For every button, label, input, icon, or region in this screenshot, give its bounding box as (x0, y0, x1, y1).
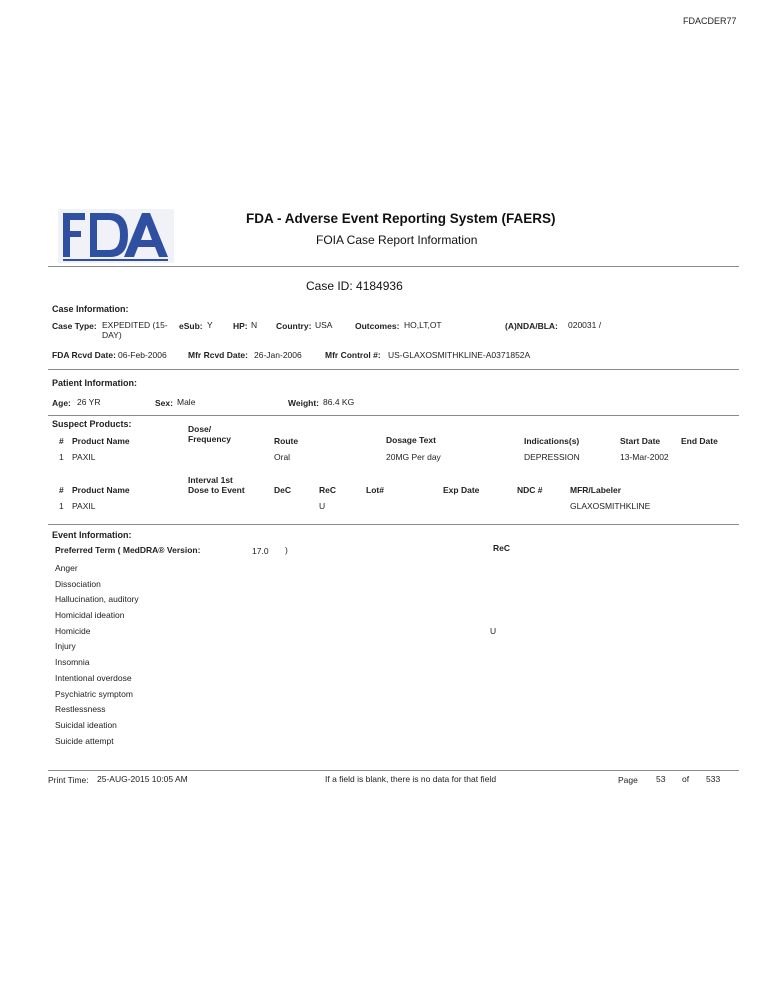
num-header: # (59, 436, 64, 446)
event-term: Hallucination, auditory (55, 594, 139, 605)
case-id-value: 4184936 (356, 279, 403, 293)
fda-logo-mark (58, 209, 174, 263)
event-term: Suicide attempt (55, 735, 114, 746)
event-term: Insomnia (55, 657, 90, 668)
page-number: 53 (656, 774, 666, 784)
event-rec-header: ReC (493, 543, 511, 553)
patient-info-heading: Patient Information: (52, 378, 137, 388)
product-row-dosage-text: 20MG Per day (386, 452, 441, 462)
event-term: Homicidal ideation (55, 610, 125, 621)
route-header: Route (274, 436, 299, 446)
event-term-row (55, 720, 535, 736)
product-row-start-date: 13-Mar-2002 (620, 452, 669, 462)
event-term-row (55, 641, 535, 657)
document-id: FDACDER77 (683, 16, 737, 26)
section-divider (48, 369, 739, 370)
event-term-row (55, 594, 535, 610)
weight-value: 86.4 KG (323, 397, 355, 407)
end-date-header: End Date (681, 436, 718, 446)
case-id-label: Case ID: (306, 279, 353, 293)
section-divider (48, 524, 739, 525)
event-info-heading: Event Information: (52, 530, 132, 540)
section-divider (48, 415, 739, 416)
event-term-rec: U (490, 625, 497, 636)
product-row2-mfr: GLAXOSMITHKLINE (570, 501, 651, 511)
age-label: Age: (52, 398, 71, 408)
esub-label: eSub: (179, 321, 203, 331)
preferred-term-close: ) (285, 545, 288, 555)
product-row-route: Oral (274, 452, 291, 462)
event-term-row (55, 689, 535, 705)
rec-header: ReC (319, 485, 337, 495)
hp-value: N (251, 320, 258, 330)
event-term-list (55, 563, 535, 751)
event-term-row (55, 673, 535, 689)
footer-divider (48, 770, 739, 771)
fda-logo (58, 209, 174, 263)
event-term: Dissociation (55, 578, 101, 589)
indications-header: Indications(s) (524, 436, 580, 446)
product-row-num: 1 (59, 452, 64, 462)
event-term-row (55, 626, 535, 642)
case-type-value-line1: EXPEDITED (15- (102, 320, 168, 330)
exp-date-header: Exp Date (443, 485, 480, 495)
dosage-text-header: Dosage Text (386, 435, 436, 445)
page-total: 533 (706, 774, 721, 784)
page-of-label: of (682, 774, 690, 784)
event-term-row (55, 579, 535, 595)
esub-value: Y (207, 320, 213, 330)
start-date-header: Start Date (620, 436, 661, 446)
product-name-header: Product Name (72, 436, 130, 446)
report-subtitle: FOIA Case Report Information (316, 233, 478, 247)
case-info-heading: Case Information: (52, 304, 129, 314)
print-time-value: 25-AUG-2015 10:05 AM (97, 774, 188, 784)
event-term: Restlessness (55, 704, 106, 715)
country-value: USA (315, 320, 333, 330)
event-term: Suicidal ideation (55, 719, 117, 730)
event-term: Intentional overdose (55, 672, 132, 683)
suspect-products-heading: Suspect Products: (52, 419, 132, 429)
interval-header-line1: Interval 1st (188, 475, 233, 485)
product-row2-num: 1 (59, 501, 64, 511)
sex-label: Sex: (155, 398, 173, 408)
mfr-control-label: Mfr Control #: (325, 350, 381, 360)
mfr-rcvd-label: Mfr Rcvd Date: (188, 350, 248, 360)
outcomes-value: HO,LT,OT (404, 320, 442, 330)
hp-label: HP: (233, 321, 248, 331)
nda-label: (A)NDA/BLA: (505, 321, 558, 331)
lot-header: Lot# (366, 485, 384, 495)
ndc-header: NDC # (517, 485, 543, 495)
event-term: Psychiatric symptom (55, 688, 133, 699)
meddra-version: 17.0 (252, 546, 269, 556)
country-label: Country: (276, 321, 312, 331)
product-row-indication: DEPRESSION (524, 452, 580, 462)
event-term: Homicide (55, 625, 91, 636)
print-time-label: Print Time: (48, 775, 89, 785)
mfr-control-value: US-GLAXOSMITHKLINE-A0371852A (388, 350, 531, 360)
event-term-row (55, 736, 535, 752)
outcomes-label: Outcomes: (355, 321, 400, 331)
dose-header-line2: Frequency (188, 434, 231, 444)
event-term-row (55, 610, 535, 626)
dec-header: DeC (274, 485, 292, 495)
preferred-term-label: Preferred Term ( MedDRA® Version: (55, 545, 201, 555)
case-id (306, 279, 403, 293)
product-row2-name: PAXIL (72, 501, 96, 511)
interval-header-line2: Dose to Event (188, 485, 245, 495)
event-term-row (55, 704, 535, 720)
weight-label: Weight: (288, 398, 320, 408)
event-term: Injury (55, 641, 76, 652)
page-label: Page (618, 775, 638, 785)
fda-rcvd-value: 06-Feb-2006 (118, 350, 167, 360)
product-row2-rec: U (319, 501, 326, 511)
mfr-labeler-header: MFR/Labeler (570, 485, 622, 495)
event-term-row (55, 563, 535, 579)
case-type-label: Case Type: (52, 321, 97, 331)
age-value: 26 YR (77, 397, 101, 407)
event-term: Anger (55, 563, 78, 573)
header-divider (48, 266, 739, 267)
nda-value: 020031 / (568, 320, 602, 330)
blank-field-note: If a field is blank, there is no data for that field (325, 774, 497, 784)
event-term-row (55, 657, 535, 673)
fda-rcvd-label: FDA Rcvd Date: (52, 350, 116, 360)
dose-header-line1: Dose/ (188, 424, 212, 434)
mfr-rcvd-value: 26-Jan-2006 (254, 350, 302, 360)
product-name-header-2: Product Name (72, 485, 130, 495)
report-title: FDA - Adverse Event Reporting System (FAERS) (246, 211, 556, 226)
sex-value: Male (177, 397, 196, 407)
num-header-2: # (59, 485, 64, 495)
product-row-name: PAXIL (72, 452, 96, 462)
case-type-value-line2: DAY) (102, 330, 122, 340)
